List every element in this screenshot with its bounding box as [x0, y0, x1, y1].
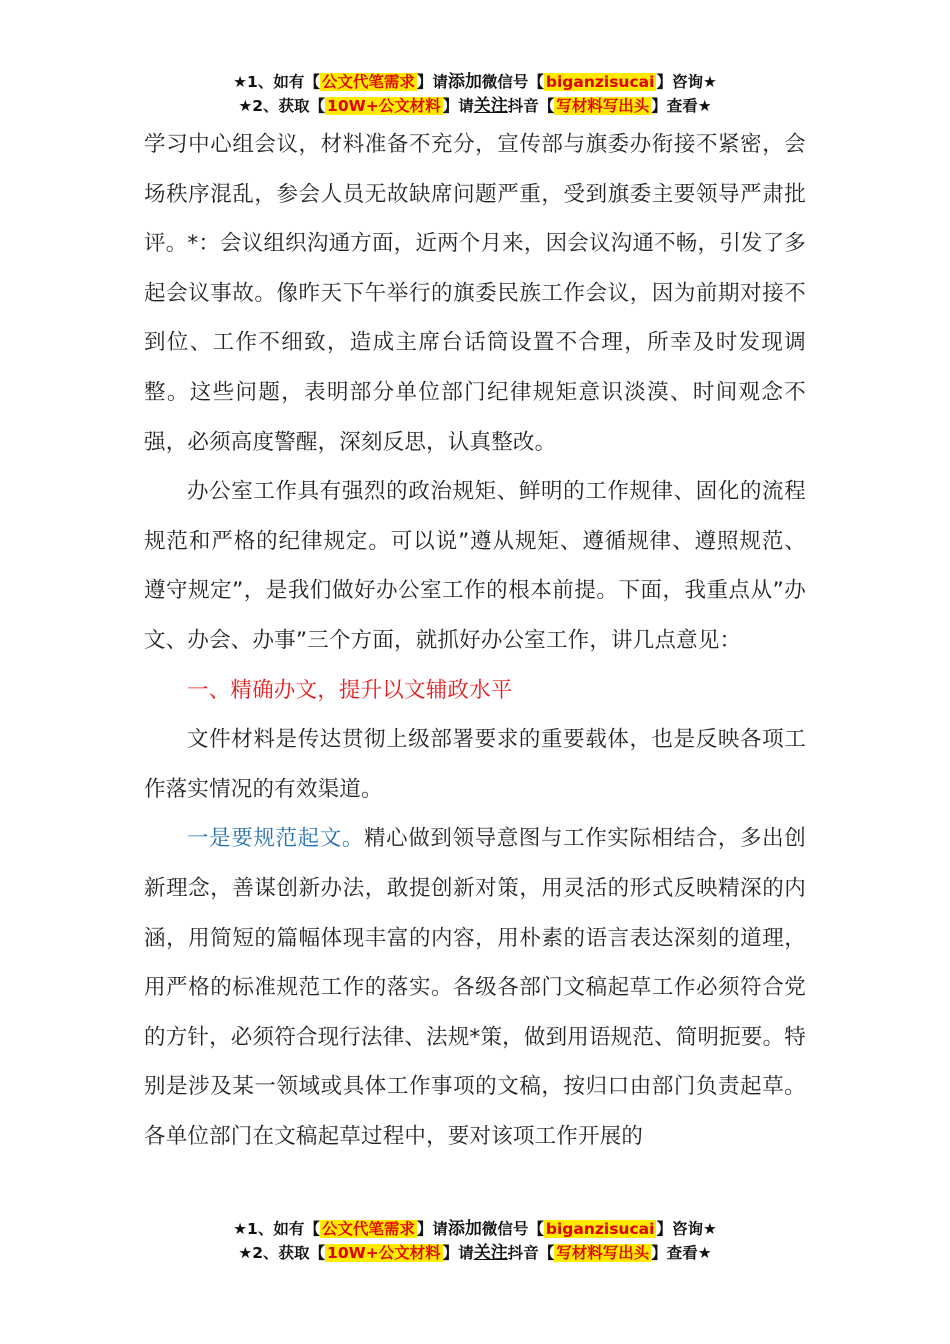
promo-text: ★2、获取【	[238, 97, 326, 115]
paragraph-lead: 一是要规范起文。	[187, 826, 364, 852]
promo-text: 】请	[442, 1244, 474, 1262]
promo-text: 微信号【	[481, 73, 544, 91]
promo-highlight: biganzisucai	[545, 73, 655, 91]
promo-text: ★1、如有【	[233, 73, 320, 91]
promo-text: 微信号【	[481, 1220, 544, 1238]
promo-highlight: 10W+公文材料	[327, 1244, 441, 1262]
promo-text: 】请	[442, 97, 474, 115]
promo-text: 】咨询★	[656, 1220, 717, 1238]
promo-text: 抖音【	[507, 97, 555, 115]
paragraph-4-body: 精心做到领导意图与工作实际相结合，多出创新理念，善谋创新办法，敢提创新对策，用灵活的形式反映精深的内涵，用简短的篇幅体现丰富的内容，用朴素的语言表达深刻的道理，用严格的标准规范工作的落实。各级各部门文稿起草工作必须符合党的方针，必须符合现行法律、法规*策，做到用语规范、简明扼要。特别是涉及某一领域或具体工作事项的文稿，按归口由部门负责起草。各单位部门在文稿起草过程中，要对该项工作开展的	[144, 826, 806, 1149]
section-heading-1: 一、精确办文，提升以文辅政水平	[187, 677, 513, 703]
promo-emphasis: 关注	[473, 1243, 508, 1263]
promo-highlight: biganzisucai	[545, 1220, 655, 1238]
promo-line-2	[0, 1241, 950, 1265]
paragraph-2: 办公室工作具有强烈的政治规矩、鲜明的工作规律、固化的流程规范和严格的纪律规定。可以说”遵从规矩、遵循规律、遵照规范、遵守规定”，是我们做好办公室工作的根本前提。下面，我重点从”办文、办会、办事”三个方面，就抓好办公室工作，讲几点意见：	[144, 479, 806, 653]
promo-text: 】咨询★	[656, 73, 717, 91]
promo-text: ★2、获取【	[238, 1244, 326, 1262]
promo-text: 抖音【	[507, 1244, 555, 1262]
promo-line-1	[0, 1217, 950, 1241]
promo-text: 】请	[416, 73, 448, 91]
promo-highlight: 公文代笔需求	[321, 73, 415, 91]
promo-highlight: 写材料写出头	[556, 1244, 650, 1262]
promo-line-2	[0, 94, 950, 118]
promo-highlight: 公文代笔需求	[321, 1220, 415, 1238]
top-promo-banner	[0, 70, 950, 118]
promo-text: 】查看★	[651, 1244, 712, 1262]
promo-emphasis: 关注	[473, 96, 508, 116]
document-body	[144, 120, 806, 1161]
paragraph-3: 文件材料是传达贯彻上级部署要求的重要载体，也是反映各项工作落实情况的有效渠道。	[144, 727, 806, 802]
bottom-promo-banner	[0, 1217, 950, 1265]
promo-text: ★1、如有【	[233, 1220, 320, 1238]
promo-text: 】请	[416, 1220, 448, 1238]
paragraph-4	[144, 814, 806, 1161]
promo-highlight: 10W+公文材料	[327, 97, 441, 115]
paragraph-1: 学习中心组会议，材料准备不充分，宣传部与旗委办衔接不紧密，会场秩序混乱，参会人员无故缺席问题严重，受到旗委主要领导严肃批评。*：会议组织沟通方面，近两个月来，因会议沟通不畅，引发了多起会议事故。像昨天下午举行的旗委民族工作会议，因为前期对接不到位、工作不细致，造成主席台话筒设置不合理，所幸及时发现调整。这些问题，表明部分单位部门纪律规矩意识淡漠、时间观念不强，必须高度警醒，深刻反思，认真整改。	[144, 132, 806, 455]
promo-emphasis: 添加	[447, 1219, 482, 1239]
promo-text: 】查看★	[651, 97, 712, 115]
promo-emphasis: 添加	[447, 72, 482, 92]
promo-line-1	[0, 70, 950, 94]
promo-highlight: 写材料写出头	[556, 97, 650, 115]
